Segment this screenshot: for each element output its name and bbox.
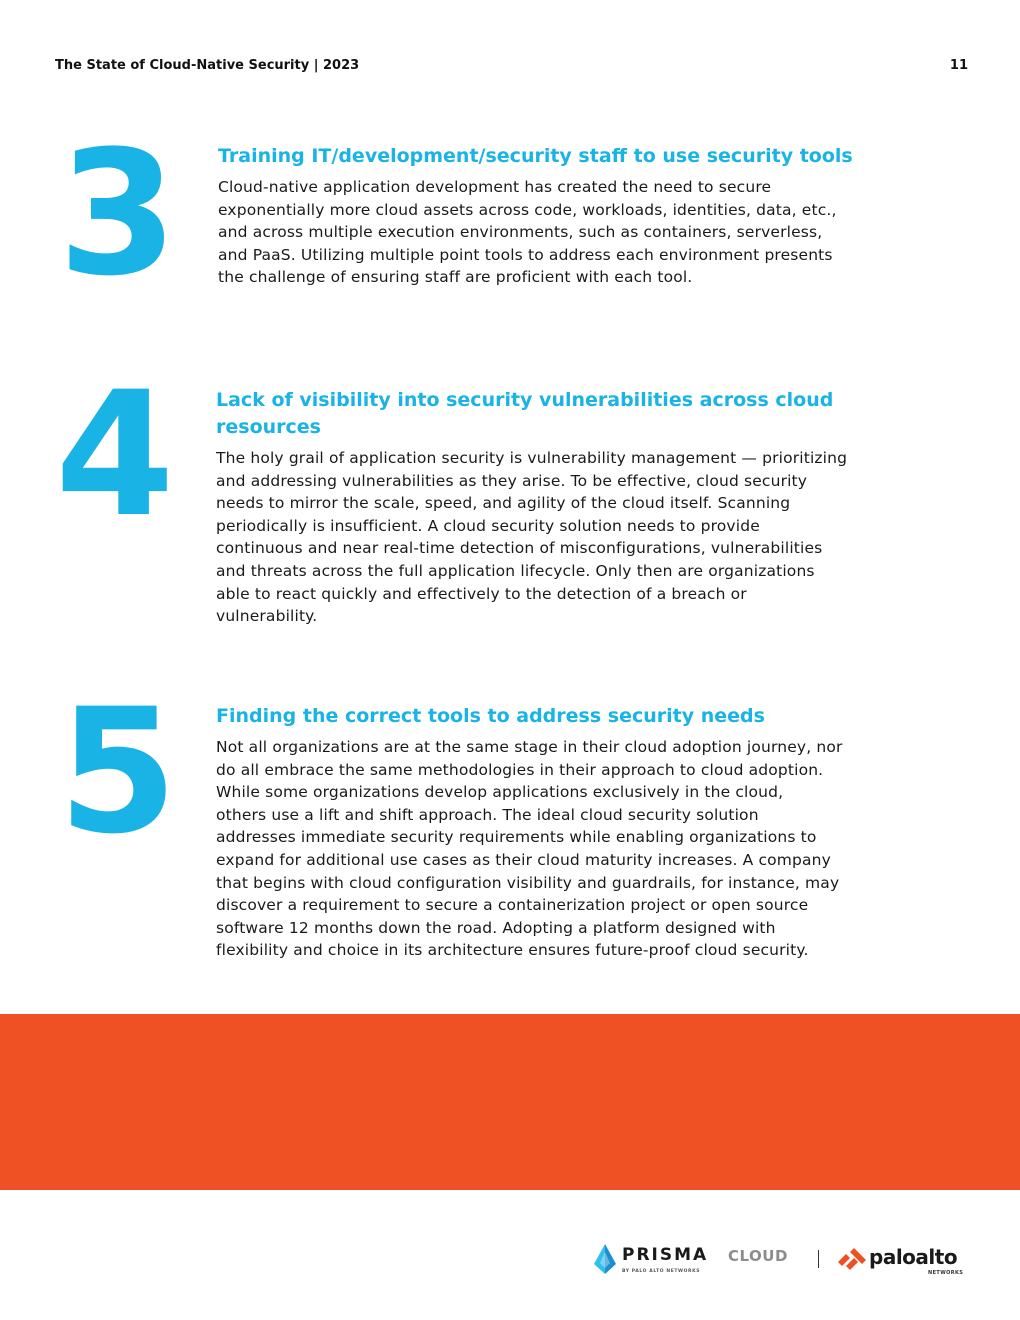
body-line: addresses immediate security requirements while enabling organizations to: [216, 828, 817, 847]
body-line: and across multiple execution environments, such as containers, serverless,: [218, 223, 823, 242]
paloalto-wordmark: paloalto: [869, 1245, 958, 1269]
title-line: Lack of visibility into security vulnerabilities across cloud: [216, 389, 834, 411]
section-body: [216, 447, 847, 628]
orange-band: [0, 1014, 1020, 1190]
section-number: 4: [55, 354, 171, 555]
title-line: resources: [216, 416, 321, 438]
page-number: 11: [949, 58, 968, 73]
section-number: 5: [58, 671, 174, 872]
section-title: Training IT/development/security staff to use security tools: [218, 145, 853, 167]
body-line: flexibility and choice in its architecture ensures future-proof cloud security.: [216, 941, 809, 960]
body-line: software 12 months down the road. Adopting a platform designed with: [216, 918, 776, 937]
body-line: do all embrace the same methodologies in their approach to cloud adoption.: [216, 760, 824, 779]
section-body: [218, 176, 837, 289]
document-header-title: The State of Cloud-Native Security | 2023: [55, 58, 360, 73]
cloud-wordmark: CLOUD: [728, 1247, 788, 1265]
body-line: continuous and near real-time detection of misconfigurations, vulnerabilities: [216, 539, 823, 558]
body-line: and addressing vulnerabilities as they arise. To be effective, cloud security: [216, 471, 808, 490]
footer-logos: [594, 1240, 974, 1280]
body-line: exponentially more cloud assets across code, workloads, identities, data, etc.,: [218, 200, 837, 219]
body-line: periodically is insufficient. A cloud security solution needs to provide: [216, 516, 760, 535]
section-body: [216, 736, 843, 962]
body-line: expand for additional use cases as their cloud maturity increases. A company: [216, 850, 831, 869]
section-title: [216, 387, 833, 441]
body-line: vulnerability.: [216, 607, 318, 626]
body-line: While some organizations develop applications exclusively in the cloud,: [216, 783, 784, 802]
paloalto-networks-label: NETWORKS: [928, 1270, 964, 1276]
prisma-wordmark: PRISMA: [622, 1245, 709, 1265]
body-line: Not all organizations are at the same stage in their cloud adoption journey, nor: [216, 738, 843, 756]
section-title: Finding the correct tools to address security needs: [216, 705, 765, 727]
body-line: needs to mirror the scale, speed, and agility of the cloud itself. Scanning: [216, 494, 791, 513]
body-line: able to react quickly and effectively to the detection of a breach or: [216, 584, 747, 603]
body-line: The holy grail of application security is vulnerability management — prioritizing: [216, 449, 848, 467]
body-line: the challenge of ensuring staff are proficient with each tool.: [218, 268, 693, 287]
body-line: and threats across the full application lifecycle. Only then are organizations: [216, 561, 815, 580]
section-number: 3: [58, 113, 174, 314]
paloalto-logo-icon: [838, 1248, 866, 1274]
logo-divider: [818, 1250, 819, 1268]
body-line: and PaaS. Utilizing multiple point tools to address each environment presents: [218, 245, 833, 264]
body-line: Cloud-native application development has created the need to secure: [218, 178, 772, 196]
prisma-byline: BY PALO ALTO NETWORKS: [622, 1269, 701, 1274]
body-line: that begins with cloud configuration visibility and guardrails, for instance, may: [216, 873, 840, 892]
prisma-cloud-logo-icon: [594, 1244, 616, 1278]
body-line: discover a requirement to secure a containerization project or open source: [216, 896, 809, 915]
body-line: others use a lift and shift approach. The ideal cloud security solution: [216, 805, 759, 824]
